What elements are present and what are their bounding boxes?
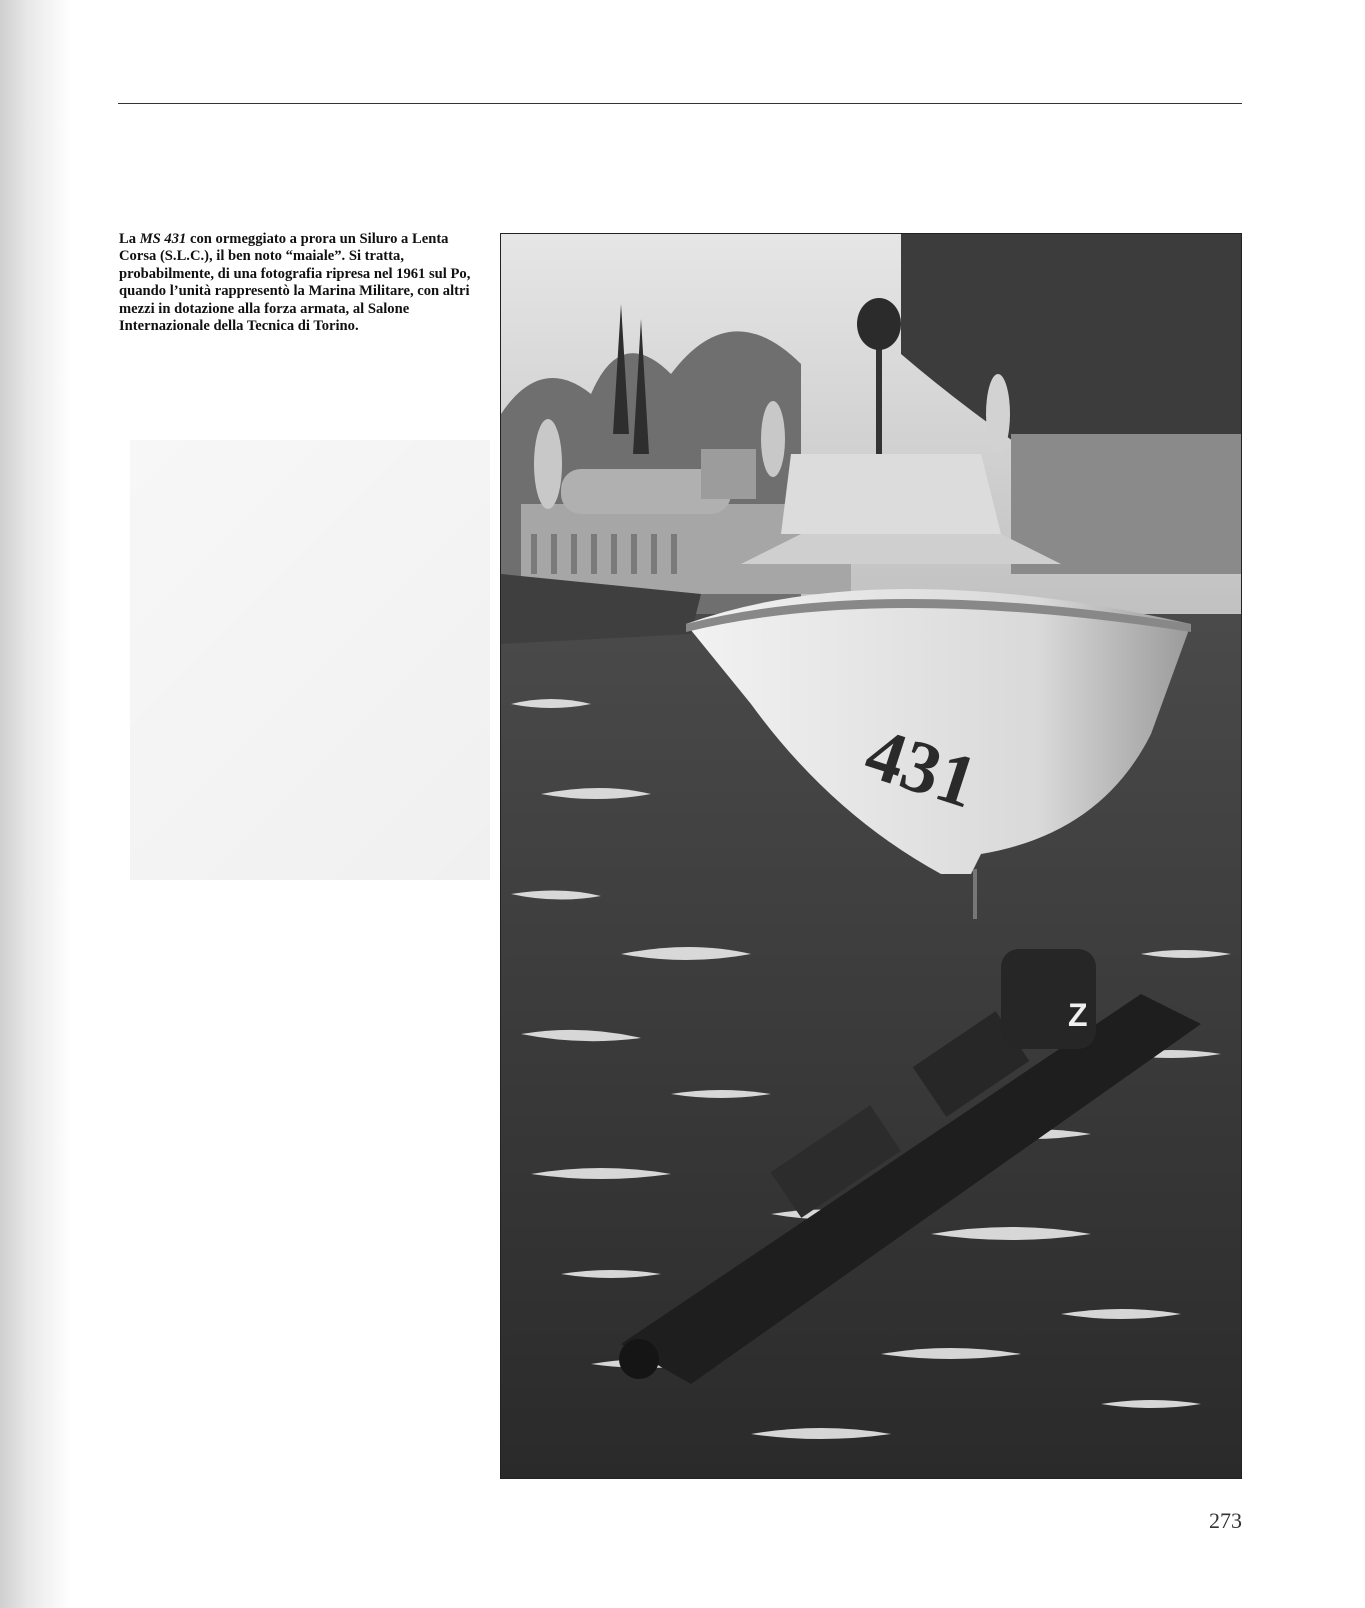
show-through-shadow — [130, 440, 490, 880]
statue — [986, 374, 1010, 454]
hull-number: 431 — [855, 712, 987, 825]
caption-prefix: La — [119, 231, 140, 247]
torpedo-marking: Z — [1068, 997, 1088, 1033]
caption-vessel-name: MS 431 — [139, 231, 187, 247]
statue — [761, 401, 785, 477]
truck-cab — [701, 449, 756, 499]
caption-text: con ormeggiato a prora un Siluro a Lenta Corsa (S.L.C.), il ben noto “maiale”. Si tratta, probabilmente, di una fotografia ripresa nel 1961 sul Po, quando l’unità rappresentò la Marina Militare, con altri mezzi in dotazione alla forza armata, al Salone Internazionale della Tecnica di Torino. — [119, 231, 471, 335]
photo-illustration — [501, 234, 1242, 1479]
torpedo-propeller — [619, 1339, 659, 1379]
statue — [534, 419, 562, 509]
photo-caption — [119, 231, 479, 335]
header-rule — [118, 103, 1242, 104]
page-number: 273 — [1209, 1508, 1242, 1533]
boat-bridge — [781, 454, 1001, 534]
balustrade-right — [1011, 434, 1242, 574]
photograph — [500, 233, 1242, 1479]
page-binding-shadow — [0, 0, 70, 1608]
radar-dome — [857, 298, 901, 350]
